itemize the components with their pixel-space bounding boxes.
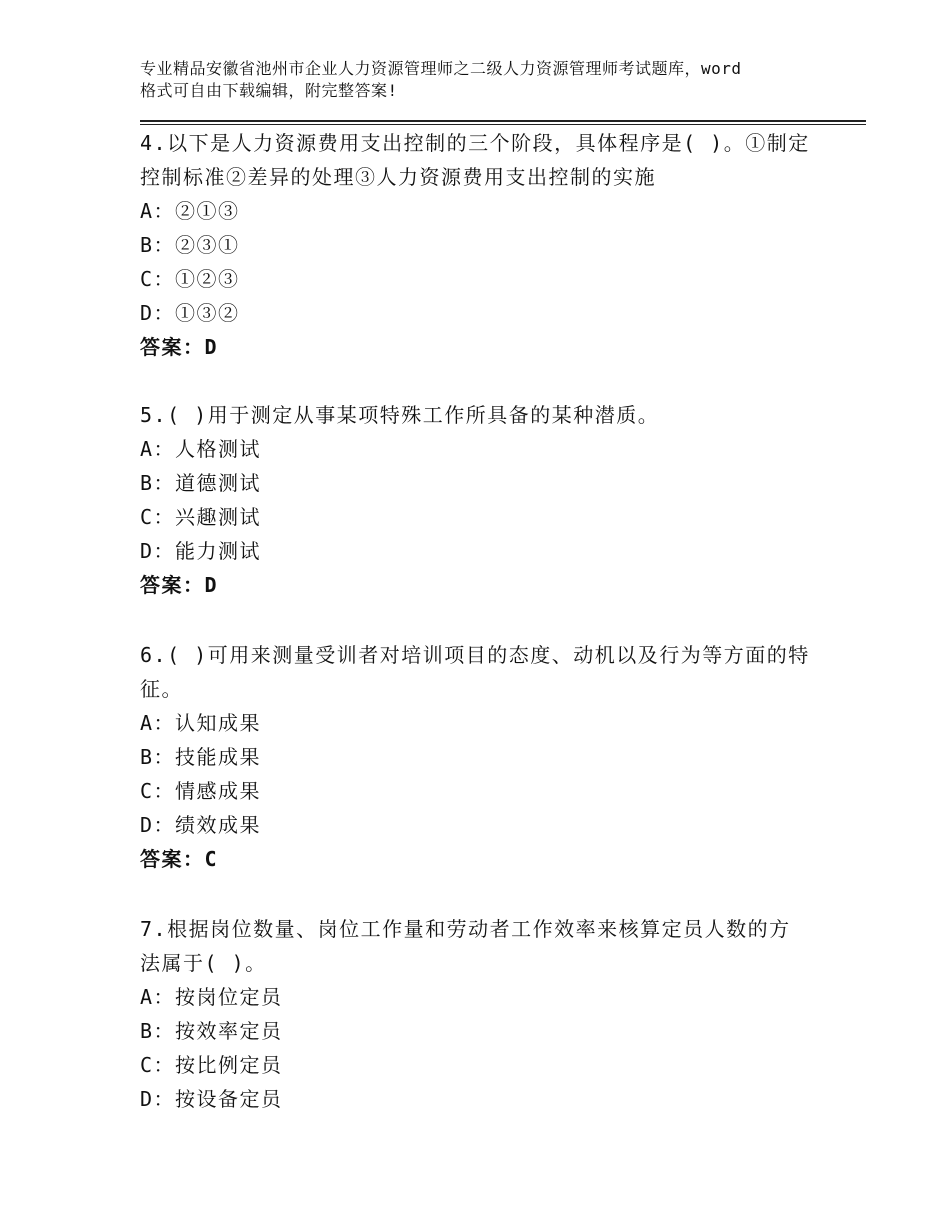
question-5 <box>140 398 820 602</box>
question-6 <box>140 638 820 876</box>
option-a: A：人格测试 <box>140 437 262 461</box>
question-stem-cont: 控制标准②差异的处理③人力资源费用支出控制的实施 <box>140 165 656 189</box>
option-c: C：兴趣测试 <box>140 505 262 529</box>
answer: 答案：C <box>140 847 219 871</box>
option-a: A：按岗位定员 <box>140 985 283 1009</box>
option-d: D：绩效成果 <box>140 813 262 837</box>
header-line-1: 专业精品安徽省池州市企业人力资源管理师之二级人力资源管理师考试题库，word <box>140 59 742 78</box>
option-c: C：情感成果 <box>140 779 262 803</box>
question-stem-cont: 法属于( )。 <box>140 951 267 975</box>
header-line-2: 格式可自由下载编辑，附完整答案! <box>140 81 398 100</box>
document-header <box>140 58 840 102</box>
question-4 <box>140 126 820 364</box>
header-rule-thin <box>140 124 866 125</box>
option-d: D：按设备定员 <box>140 1087 283 1111</box>
option-b: B：技能成果 <box>140 745 262 769</box>
option-b: B：②③① <box>140 233 240 257</box>
question-7 <box>140 912 820 1116</box>
question-stem-cont: 征。 <box>140 677 183 701</box>
answer: 答案：D <box>140 335 219 359</box>
option-c: C：①②③ <box>140 267 240 291</box>
question-stem: 5.( )用于测定从事某项特殊工作所具备的某种潜质。 <box>140 403 660 427</box>
option-d: D：能力测试 <box>140 539 262 563</box>
header-rule-thick <box>140 120 866 122</box>
question-stem: 7.根据岗位数量、岗位工作量和劳动者工作效率来核算定员人数的方 <box>140 917 791 941</box>
option-d: D：①③② <box>140 301 240 325</box>
option-a: A：认知成果 <box>140 711 262 735</box>
option-b: B：按效率定员 <box>140 1019 283 1043</box>
option-a: A：②①③ <box>140 199 240 223</box>
option-c: C：按比例定员 <box>140 1053 283 1077</box>
question-stem: 4.以下是人力资源费用支出控制的三个阶段，具体程序是( )。①制定 <box>140 131 810 155</box>
question-stem: 6.( )可用来测量受训者对培训项目的态度、动机以及行为等方面的特 <box>140 643 810 667</box>
answer: 答案：D <box>140 573 219 597</box>
option-b: B：道德测试 <box>140 471 262 495</box>
